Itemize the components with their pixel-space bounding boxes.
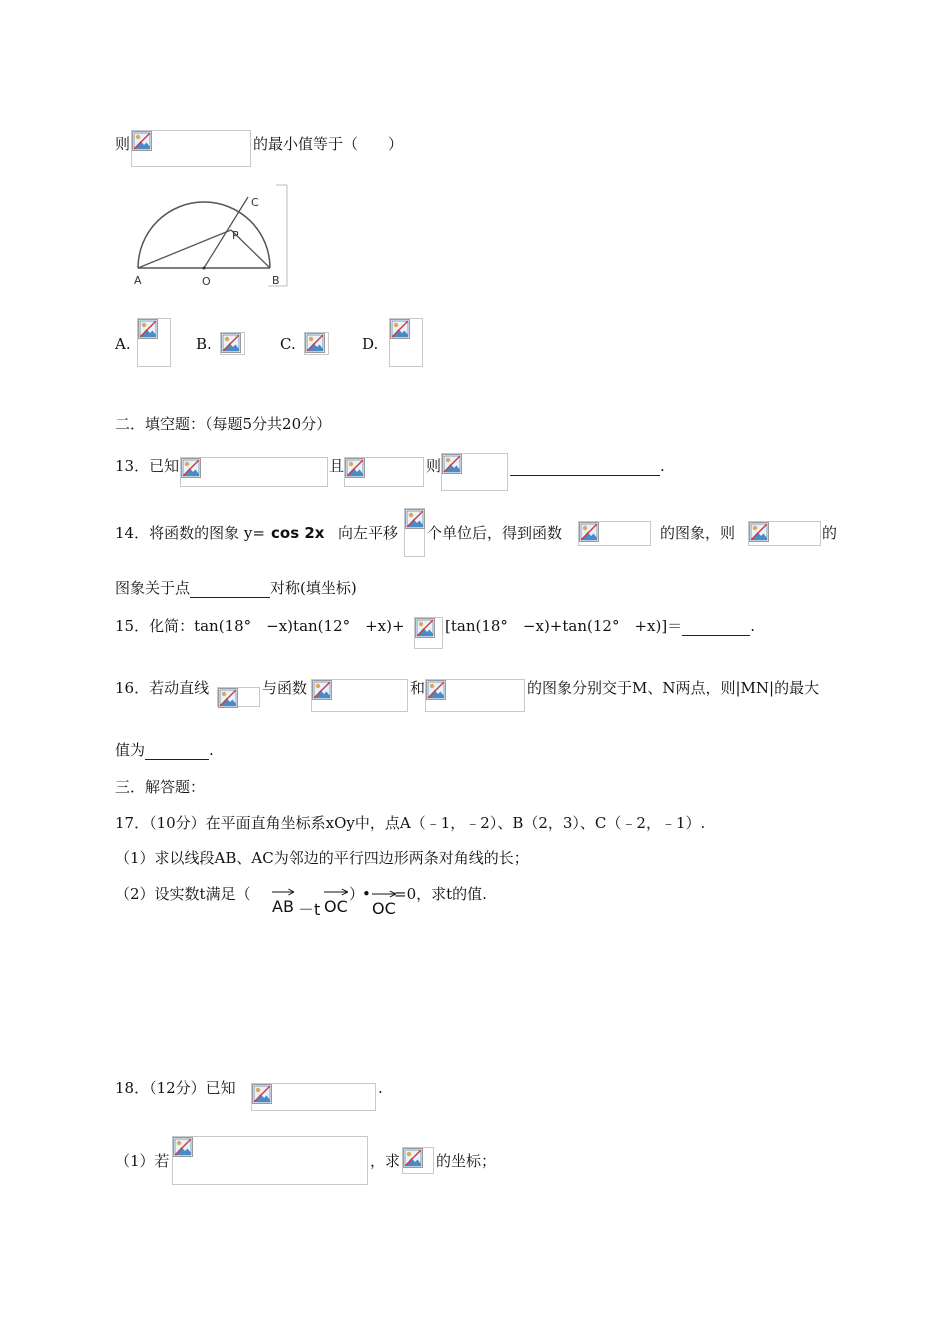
broken-image-icon: [181, 458, 201, 478]
q18-condition-image: [172, 1136, 368, 1185]
q12-suffix: 的最小值等于（ ）: [253, 135, 404, 153]
broken-image-icon: [252, 1084, 272, 1104]
q13-blank[interactable]: [510, 457, 660, 476]
q14-line2b: 对称(填坐标): [270, 579, 357, 597]
broken-image-icon: [345, 458, 365, 478]
option-b-label: B.: [196, 335, 212, 353]
q14-shift-image: [404, 508, 425, 557]
arc: [138, 202, 270, 268]
q18-formula-image: [251, 1083, 376, 1111]
vector-oc-text: OC: [324, 897, 348, 916]
q16-period: .: [209, 741, 214, 759]
option-d-label: D.: [362, 335, 379, 353]
q13-period: .: [660, 457, 665, 475]
vector-ab: [272, 897, 294, 916]
broken-image-icon: [173, 1137, 193, 1157]
q14-function-image-2: [748, 521, 821, 546]
option-c-label: C.: [280, 335, 296, 353]
q12-prefix: 则: [115, 135, 131, 153]
vector-oc: [324, 897, 348, 916]
broken-image-icon: [312, 680, 332, 700]
vector-ab-text: AB: [272, 897, 294, 916]
vector-oc2-text: OC: [372, 899, 396, 918]
q13-formula-2: [344, 457, 424, 487]
q14-line2a: 图象关于点: [115, 579, 191, 597]
broken-image-icon: [132, 131, 152, 151]
q15-text2-line: [445, 616, 755, 636]
q14-formula: cos 2x: [271, 524, 325, 542]
segment-oc: [204, 197, 248, 268]
section-3-title: 三．解答题：: [115, 778, 206, 796]
q15-period: .: [750, 617, 755, 635]
q14-part4: 的图象，则: [660, 524, 736, 542]
q17-close-paren: ）: [349, 885, 365, 903]
label-a: A: [134, 274, 142, 287]
broken-image-icon: [218, 688, 238, 708]
q13-then: 则: [426, 457, 442, 475]
broken-image-icon: [749, 522, 769, 542]
option-a-image: [137, 318, 171, 367]
section-2-title: 二．填空题：（每题5分共20分）: [115, 415, 332, 433]
formula-image: [131, 130, 251, 167]
label-b: B: [272, 274, 280, 287]
minus-t: －t: [298, 900, 321, 919]
option-b-image: [220, 332, 245, 355]
q16-blank[interactable]: [145, 741, 209, 760]
vector-oc-2: [372, 899, 396, 918]
q18-period: .: [378, 1079, 383, 1097]
q14-blank[interactable]: [190, 579, 270, 598]
q16-function-image-2: [425, 679, 525, 712]
q14-part3: 个单位后，得到函数: [427, 524, 563, 542]
q13-formula-3: [441, 453, 508, 491]
q17-part2-prefix: （2）设实数t满足（: [115, 885, 251, 903]
q13-formula-1: [180, 457, 328, 487]
q16-line2-text: 值为: [115, 741, 146, 759]
option-d-image: [389, 318, 423, 367]
label-p: P: [232, 229, 239, 242]
broken-image-icon: [403, 1148, 423, 1168]
segment-ap: [138, 230, 231, 268]
q16-function-image-1: [311, 679, 408, 712]
broken-image-icon: [426, 680, 446, 700]
q14-part5: 的: [822, 524, 838, 542]
q18-part1c: 的坐标；: [436, 1152, 497, 1170]
q18-stem: 18．（12分）已知: [115, 1079, 236, 1097]
q14-line2: [115, 578, 357, 598]
q17-part1: （1）求以线段AB、AC为邻边的平行四边形两条对角线的长；: [115, 849, 529, 867]
q15-text2: [tan(18° −x)+tan(12° +x)]＝: [445, 617, 683, 635]
broken-image-icon: [579, 522, 599, 542]
q16-line-image: [217, 687, 260, 707]
q18-part1a: （1）若: [115, 1152, 170, 1170]
broken-image-icon: [390, 319, 410, 339]
q18-part1b: ，求: [370, 1152, 401, 1170]
dot-product: •: [362, 885, 371, 903]
option-a-label: A.: [115, 335, 131, 353]
q13-answer-line: [510, 456, 665, 476]
broken-image-icon: [221, 333, 241, 353]
q14-function-image: [578, 521, 651, 546]
q17-stem: 17．（10分）在平面直角坐标系xOy中，点A（﹣1，﹣2）、B（2，3）、C（﹣2，﹣1）.: [115, 814, 706, 832]
q14-part1: 14．将函数的图象 y=: [115, 524, 265, 542]
q16-line2: [115, 740, 214, 760]
broken-image-icon: [415, 618, 435, 638]
label-o: O: [202, 275, 211, 288]
q16-part3: 和: [410, 679, 426, 697]
option-c-image: [304, 332, 329, 355]
q16-part1: 16．若动直线: [115, 679, 210, 697]
q18-target-image: [402, 1147, 434, 1174]
q15-blank[interactable]: [682, 617, 750, 636]
q15-formula-image: [414, 617, 443, 649]
broken-image-icon: [405, 509, 425, 529]
q16-part2: 与函数: [262, 679, 308, 697]
q17-part2-suffix: =0，求t的值.: [394, 885, 487, 903]
semicircle-figure: [128, 182, 290, 292]
q14-part2: 向左平移: [338, 524, 399, 542]
label-c: C: [251, 196, 259, 209]
q15-text1: 15．化简：tan(18° −x)tan(12° +x)+: [115, 617, 405, 635]
broken-image-icon: [305, 333, 325, 353]
q13-and: 且: [329, 457, 345, 475]
q16-part4: 的图象分别交于M、N两点，则|MN|的最大: [527, 679, 820, 697]
q13-number: 13．已知: [115, 457, 180, 475]
broken-image-icon: [442, 454, 462, 474]
broken-image-icon: [138, 319, 158, 339]
